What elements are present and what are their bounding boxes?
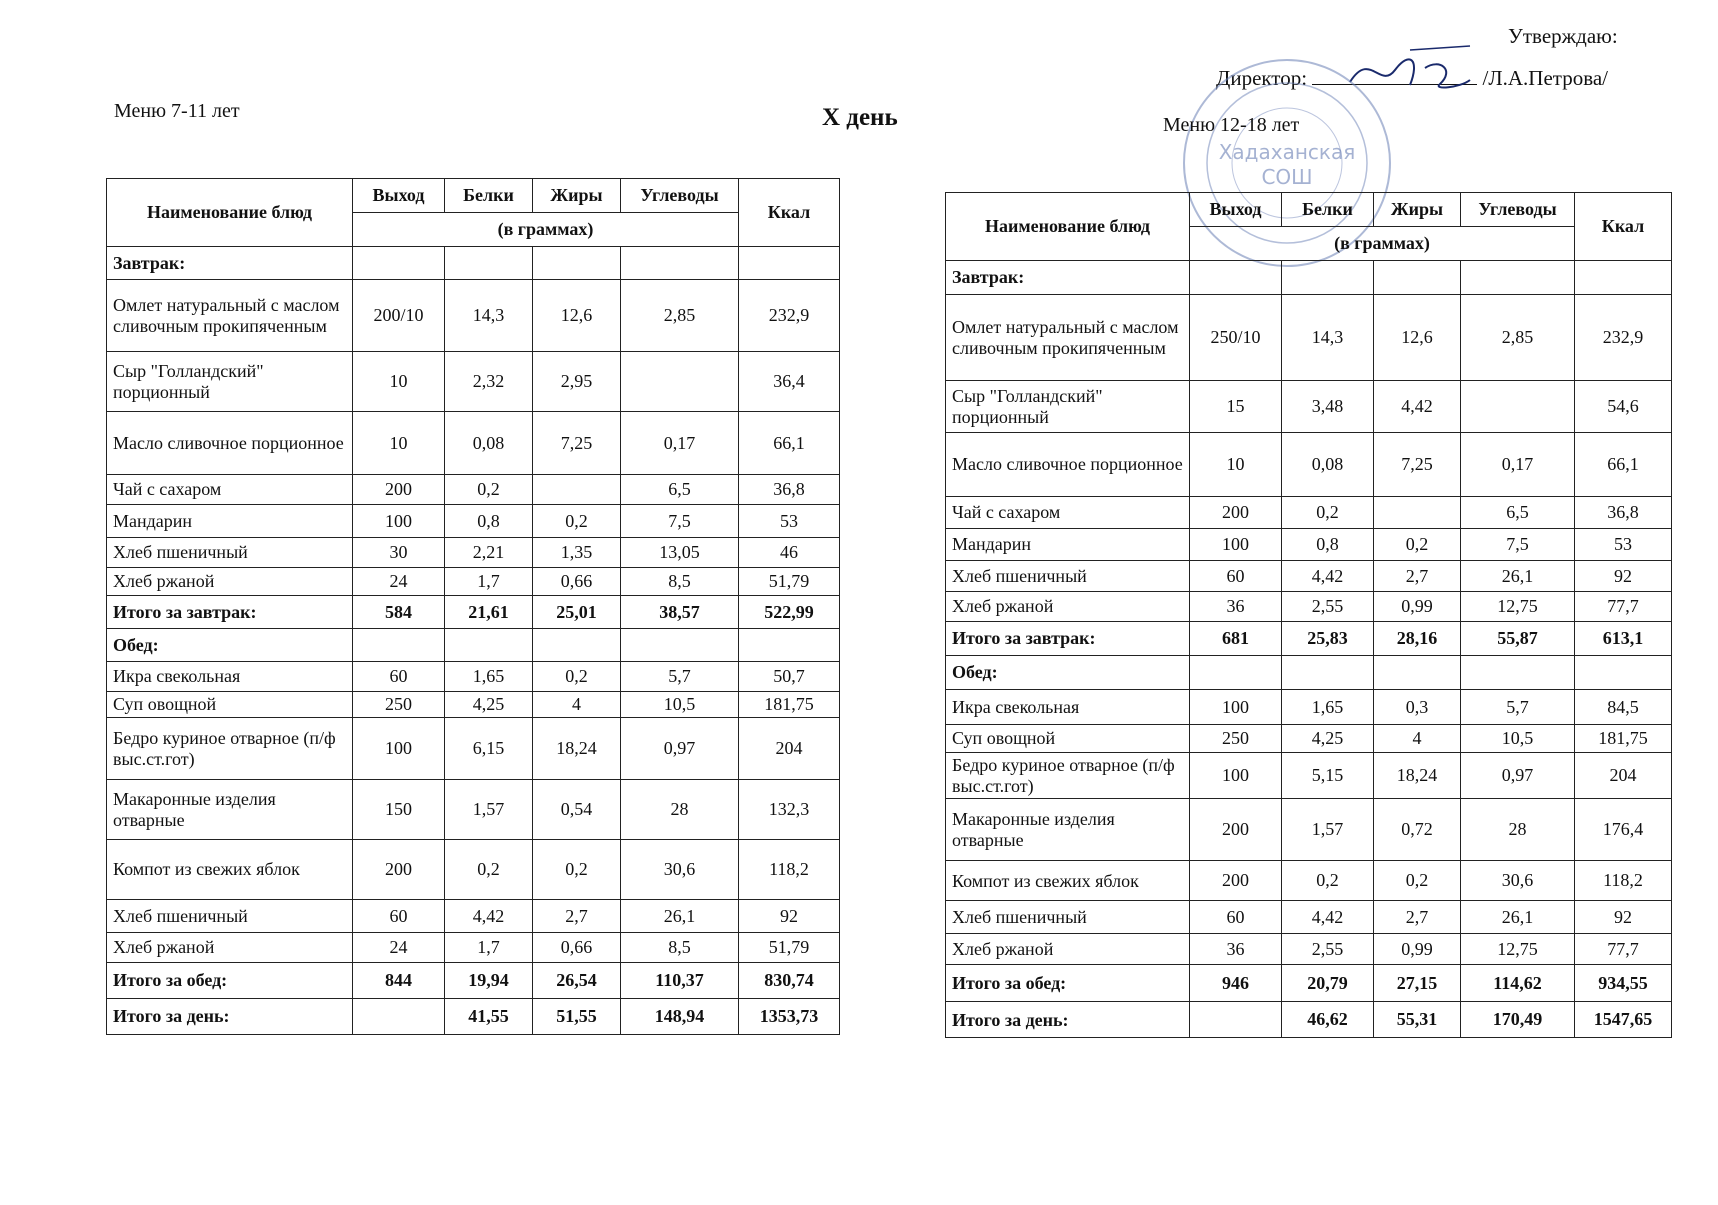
proteins-value: 2,21 bbox=[445, 538, 533, 568]
empty-cell bbox=[1374, 656, 1461, 690]
total-row bbox=[107, 999, 840, 1035]
column-header-name: Наименование блюд bbox=[946, 193, 1190, 261]
dish-row bbox=[946, 561, 1672, 592]
output-value: 30 bbox=[353, 538, 445, 568]
output-value: 36 bbox=[1190, 934, 1282, 965]
dish-row bbox=[946, 861, 1672, 901]
kcal-value: 36,8 bbox=[1575, 497, 1672, 529]
dish-row bbox=[946, 725, 1672, 753]
dish-row bbox=[107, 568, 840, 596]
kcal-value: 613,1 bbox=[1575, 622, 1672, 656]
svg-text:СОШ: СОШ bbox=[1261, 165, 1313, 189]
fats-value: 0,66 bbox=[533, 568, 621, 596]
fats-value: 0,2 bbox=[533, 662, 621, 692]
column-header-carbs: Углеводы bbox=[621, 179, 739, 213]
output-value: 24 bbox=[353, 568, 445, 596]
proteins-value: 4,25 bbox=[1282, 725, 1374, 753]
dish-name: Хлеб ржаной bbox=[946, 934, 1190, 965]
dish-name: Макаронные изделия отварные bbox=[946, 799, 1190, 861]
dish-row bbox=[107, 505, 840, 538]
column-header-name: Наименование блюд bbox=[107, 179, 353, 247]
kcal-value: 51,79 bbox=[739, 933, 840, 963]
dish-row bbox=[946, 497, 1672, 529]
fats-value: 0,2 bbox=[1374, 861, 1461, 901]
menu-left-label: Меню 7-11 лет bbox=[114, 100, 240, 122]
kcal-value: 132,3 bbox=[739, 780, 840, 840]
section-label: Завтрак: bbox=[107, 247, 353, 280]
kcal-value: 92 bbox=[1575, 561, 1672, 592]
carbs-value: 28 bbox=[621, 780, 739, 840]
fats-value: 2,7 bbox=[533, 900, 621, 933]
dish-name: Икра свекольная bbox=[946, 690, 1190, 725]
empty-cell bbox=[1575, 656, 1672, 690]
total-row bbox=[107, 963, 840, 999]
carbs-value: 5,7 bbox=[621, 662, 739, 692]
total-row bbox=[946, 622, 1672, 656]
fats-value: 4 bbox=[533, 692, 621, 718]
fats-value: 0,66 bbox=[533, 933, 621, 963]
output-value: 60 bbox=[1190, 901, 1282, 934]
proteins-value: 20,79 bbox=[1282, 965, 1374, 1002]
carbs-value: 2,85 bbox=[621, 280, 739, 352]
dish-name: Суп овощной bbox=[946, 725, 1190, 753]
carbs-value: 114,62 bbox=[1461, 965, 1575, 1002]
fats-value: 25,01 bbox=[533, 596, 621, 629]
dish-row bbox=[946, 799, 1672, 861]
fats-value: 2,7 bbox=[1374, 901, 1461, 934]
proteins-value: 2,55 bbox=[1282, 934, 1374, 965]
carbs-value bbox=[1461, 381, 1575, 433]
kcal-value: 522,99 bbox=[739, 596, 840, 629]
empty-cell bbox=[621, 629, 739, 662]
dish-row bbox=[107, 933, 840, 963]
kcal-value: 181,75 bbox=[739, 692, 840, 718]
total-label: Итого за завтрак: bbox=[946, 622, 1190, 656]
dish-name: Суп овощной bbox=[107, 692, 353, 718]
kcal-value: 118,2 bbox=[739, 840, 840, 900]
dish-row bbox=[946, 901, 1672, 934]
fats-value: 2,7 bbox=[1374, 561, 1461, 592]
dish-row bbox=[946, 529, 1672, 561]
fats-value: 0,54 bbox=[533, 780, 621, 840]
carbs-value: 8,5 bbox=[621, 568, 739, 596]
fats-value: 0,3 bbox=[1374, 690, 1461, 725]
total-label: Итого за день: bbox=[107, 999, 353, 1035]
total-row bbox=[107, 596, 840, 629]
column-header-carbs: Углеводы bbox=[1461, 193, 1575, 227]
total-row bbox=[946, 1002, 1672, 1038]
empty-cell bbox=[621, 247, 739, 280]
output-value: 584 bbox=[353, 596, 445, 629]
dish-row bbox=[946, 295, 1672, 381]
column-header-unit: (в граммах) bbox=[353, 213, 739, 247]
fats-value: 7,25 bbox=[1374, 433, 1461, 497]
carbs-value: 0,17 bbox=[1461, 433, 1575, 497]
empty-cell bbox=[1461, 656, 1575, 690]
kcal-value: 1353,73 bbox=[739, 999, 840, 1035]
output-value: 15 bbox=[1190, 381, 1282, 433]
proteins-value: 0,8 bbox=[1282, 529, 1374, 561]
output-value: 844 bbox=[353, 963, 445, 999]
empty-cell bbox=[353, 247, 445, 280]
dish-row bbox=[107, 840, 840, 900]
kcal-value: 36,8 bbox=[739, 475, 840, 505]
section-label: Обед: bbox=[107, 629, 353, 662]
output-value: 150 bbox=[353, 780, 445, 840]
proteins-value: 0,2 bbox=[445, 475, 533, 505]
proteins-value: 1,7 bbox=[445, 933, 533, 963]
dish-name: Сыр "Голландский" порционный bbox=[946, 381, 1190, 433]
kcal-value: 54,6 bbox=[1575, 381, 1672, 433]
fats-value: 51,55 bbox=[533, 999, 621, 1035]
proteins-value: 14,3 bbox=[1282, 295, 1374, 381]
fats-value bbox=[1374, 497, 1461, 529]
dish-row bbox=[946, 381, 1672, 433]
kcal-value: 232,9 bbox=[1575, 295, 1672, 381]
output-value: 10 bbox=[353, 412, 445, 475]
empty-cell bbox=[445, 247, 533, 280]
output-value: 100 bbox=[353, 505, 445, 538]
dish-name: Икра свекольная bbox=[107, 662, 353, 692]
column-header-output: Выход bbox=[1190, 193, 1282, 227]
proteins-value: 0,2 bbox=[1282, 497, 1374, 529]
output-value bbox=[353, 999, 445, 1035]
proteins-value: 14,3 bbox=[445, 280, 533, 352]
kcal-value: 84,5 bbox=[1575, 690, 1672, 725]
carbs-value bbox=[621, 352, 739, 412]
carbs-value: 148,94 bbox=[621, 999, 739, 1035]
kcal-value: 232,9 bbox=[739, 280, 840, 352]
output-value: 10 bbox=[1190, 433, 1282, 497]
dish-name: Омлет натуральный с маслом сливочным прокипяченным bbox=[107, 280, 353, 352]
carbs-value: 110,37 bbox=[621, 963, 739, 999]
kcal-value: 830,74 bbox=[739, 963, 840, 999]
column-header-proteins: Белки bbox=[445, 179, 533, 213]
fats-value: 27,15 bbox=[1374, 965, 1461, 1002]
output-value: 60 bbox=[353, 662, 445, 692]
output-value: 250 bbox=[1190, 725, 1282, 753]
fats-value: 7,25 bbox=[533, 412, 621, 475]
header-row bbox=[107, 179, 840, 213]
kcal-value: 176,4 bbox=[1575, 799, 1672, 861]
carbs-value: 8,5 bbox=[621, 933, 739, 963]
kcal-value: 934,55 bbox=[1575, 965, 1672, 1002]
total-label: Итого за обед: bbox=[946, 965, 1190, 1002]
empty-cell bbox=[533, 629, 621, 662]
fats-value: 4 bbox=[1374, 725, 1461, 753]
carbs-value: 12,75 bbox=[1461, 934, 1575, 965]
dish-row bbox=[107, 412, 840, 475]
dish-row bbox=[107, 538, 840, 568]
fats-value: 55,31 bbox=[1374, 1002, 1461, 1038]
dish-row bbox=[107, 662, 840, 692]
proteins-value: 0,08 bbox=[1282, 433, 1374, 497]
fats-value: 26,54 bbox=[533, 963, 621, 999]
section-lunch bbox=[946, 656, 1672, 690]
empty-cell bbox=[353, 629, 445, 662]
day-title: X день bbox=[822, 104, 898, 131]
dish-row bbox=[107, 352, 840, 412]
proteins-value: 4,25 bbox=[445, 692, 533, 718]
fats-value: 0,72 bbox=[1374, 799, 1461, 861]
fats-value: 4,42 bbox=[1374, 381, 1461, 433]
kcal-value: 77,7 bbox=[1575, 934, 1672, 965]
carbs-value: 170,49 bbox=[1461, 1002, 1575, 1038]
carbs-value: 6,5 bbox=[1461, 497, 1575, 529]
column-header-unit: (в граммах) bbox=[1190, 227, 1575, 261]
output-value: 100 bbox=[353, 718, 445, 780]
dish-row bbox=[946, 690, 1672, 725]
dish-row bbox=[107, 718, 840, 780]
carbs-value: 7,5 bbox=[621, 505, 739, 538]
section-label: Обед: bbox=[946, 656, 1190, 690]
proteins-value: 41,55 bbox=[445, 999, 533, 1035]
dish-row bbox=[107, 475, 840, 505]
kcal-value: 51,79 bbox=[739, 568, 840, 596]
carbs-value: 10,5 bbox=[621, 692, 739, 718]
proteins-value: 2,32 bbox=[445, 352, 533, 412]
carbs-value: 38,57 bbox=[621, 596, 739, 629]
dish-name: Чай с сахаром bbox=[946, 497, 1190, 529]
dish-name: Мандарин bbox=[946, 529, 1190, 561]
kcal-value: 66,1 bbox=[739, 412, 840, 475]
output-value: 200 bbox=[353, 840, 445, 900]
output-value: 200 bbox=[353, 475, 445, 505]
kcal-value: 1547,65 bbox=[1575, 1002, 1672, 1038]
dish-name: Хлеб пшеничный bbox=[107, 538, 353, 568]
proteins-value: 1,65 bbox=[1282, 690, 1374, 725]
dish-name: Омлет натуральный с маслом сливочным прокипяченным bbox=[946, 295, 1190, 381]
kcal-value: 50,7 bbox=[739, 662, 840, 692]
carbs-value: 26,1 bbox=[621, 900, 739, 933]
column-header-fats: Жиры bbox=[533, 179, 621, 213]
output-value: 681 bbox=[1190, 622, 1282, 656]
fats-value: 12,6 bbox=[533, 280, 621, 352]
output-value: 100 bbox=[1190, 690, 1282, 725]
dish-row bbox=[946, 433, 1672, 497]
dish-name: Бедро куриное отварное (п/ф выс.ст.гот) bbox=[946, 753, 1190, 799]
proteins-value: 3,48 bbox=[1282, 381, 1374, 433]
total-row bbox=[946, 965, 1672, 1002]
column-header-kcal: Ккал bbox=[739, 179, 840, 247]
carbs-value: 26,1 bbox=[1461, 561, 1575, 592]
proteins-value: 0,8 bbox=[445, 505, 533, 538]
kcal-value: 53 bbox=[739, 505, 840, 538]
proteins-value: 0,2 bbox=[1282, 861, 1374, 901]
dish-name: Компот из свежих яблок bbox=[946, 861, 1190, 901]
total-label: Итого за день: bbox=[946, 1002, 1190, 1038]
empty-cell bbox=[1575, 261, 1672, 295]
dish-row bbox=[946, 753, 1672, 799]
svg-text:Хадаханская: Хадаханская bbox=[1218, 140, 1356, 164]
proteins-value: 4,42 bbox=[445, 900, 533, 933]
carbs-value: 0,97 bbox=[1461, 753, 1575, 799]
fats-value: 0,2 bbox=[533, 840, 621, 900]
menu-table-7-11 bbox=[106, 178, 840, 1035]
dish-name: Хлеб ржаной bbox=[107, 568, 353, 596]
fats-value: 1,35 bbox=[533, 538, 621, 568]
fats-value bbox=[533, 475, 621, 505]
fats-value: 18,24 bbox=[533, 718, 621, 780]
fats-value: 18,24 bbox=[1374, 753, 1461, 799]
dish-name: Масло сливочное порционное bbox=[946, 433, 1190, 497]
fats-value: 12,6 bbox=[1374, 295, 1461, 381]
dish-name: Бедро куриное отварное (п/ф выс.ст.гот) bbox=[107, 718, 353, 780]
carbs-value: 30,6 bbox=[621, 840, 739, 900]
kcal-value: 66,1 bbox=[1575, 433, 1672, 497]
kcal-value: 77,7 bbox=[1575, 592, 1672, 622]
kcal-value: 204 bbox=[1575, 753, 1672, 799]
carbs-value: 6,5 bbox=[621, 475, 739, 505]
proteins-value: 6,15 bbox=[445, 718, 533, 780]
carbs-value: 5,7 bbox=[1461, 690, 1575, 725]
carbs-value: 26,1 bbox=[1461, 901, 1575, 934]
output-value: 100 bbox=[1190, 753, 1282, 799]
proteins-value: 19,94 bbox=[445, 963, 533, 999]
column-header-fats: Жиры bbox=[1374, 193, 1461, 227]
output-value: 200 bbox=[1190, 799, 1282, 861]
proteins-value: 25,83 bbox=[1282, 622, 1374, 656]
dish-name: Компот из свежих яблок bbox=[107, 840, 353, 900]
kcal-value: 36,4 bbox=[739, 352, 840, 412]
dish-name: Чай с сахаром bbox=[107, 475, 353, 505]
column-header-kcal: Ккал bbox=[1575, 193, 1672, 261]
header-row bbox=[946, 193, 1672, 227]
kcal-value: 181,75 bbox=[1575, 725, 1672, 753]
kcal-value: 204 bbox=[739, 718, 840, 780]
proteins-value: 46,62 bbox=[1282, 1002, 1374, 1038]
output-value: 24 bbox=[353, 933, 445, 963]
carbs-value: 0,17 bbox=[621, 412, 739, 475]
carbs-value: 0,97 bbox=[621, 718, 739, 780]
proteins-value: 5,15 bbox=[1282, 753, 1374, 799]
output-value: 10 bbox=[353, 352, 445, 412]
output-value: 200 bbox=[1190, 497, 1282, 529]
director-name: /Л.А.Петрова/ bbox=[1482, 66, 1609, 90]
carbs-value: 12,75 bbox=[1461, 592, 1575, 622]
proteins-value: 0,2 bbox=[445, 840, 533, 900]
empty-cell bbox=[533, 247, 621, 280]
dish-row bbox=[107, 692, 840, 718]
fats-value: 28,16 bbox=[1374, 622, 1461, 656]
fats-value: 0,2 bbox=[533, 505, 621, 538]
kcal-value: 118,2 bbox=[1575, 861, 1672, 901]
total-label: Итого за обед: bbox=[107, 963, 353, 999]
output-value: 946 bbox=[1190, 965, 1282, 1002]
carbs-value: 7,5 bbox=[1461, 529, 1575, 561]
proteins-value: 1,65 bbox=[445, 662, 533, 692]
empty-cell bbox=[1461, 261, 1575, 295]
fats-value: 0,2 bbox=[1374, 529, 1461, 561]
output-value: 200 bbox=[1190, 861, 1282, 901]
carbs-value: 2,85 bbox=[1461, 295, 1575, 381]
dish-row bbox=[946, 934, 1672, 965]
kcal-value: 92 bbox=[1575, 901, 1672, 934]
dish-row bbox=[946, 592, 1672, 622]
dish-name: Мандарин bbox=[107, 505, 353, 538]
kcal-value: 92 bbox=[739, 900, 840, 933]
dish-name: Хлеб пшеничный bbox=[107, 900, 353, 933]
output-value: 250/10 bbox=[1190, 295, 1282, 381]
empty-cell bbox=[739, 629, 840, 662]
empty-cell bbox=[1190, 656, 1282, 690]
proteins-value: 1,7 bbox=[445, 568, 533, 596]
output-value: 60 bbox=[353, 900, 445, 933]
empty-cell bbox=[739, 247, 840, 280]
menu-right-label: Меню 12-18 лет bbox=[1163, 114, 1300, 136]
column-header-proteins: Белки bbox=[1282, 193, 1374, 227]
output-value: 200/10 bbox=[353, 280, 445, 352]
column-header-output: Выход bbox=[353, 179, 445, 213]
proteins-value: 1,57 bbox=[1282, 799, 1374, 861]
section-label: Завтрак: bbox=[946, 261, 1190, 295]
carbs-value: 30,6 bbox=[1461, 861, 1575, 901]
section-breakfast bbox=[107, 247, 840, 280]
output-value: 36 bbox=[1190, 592, 1282, 622]
kcal-value: 53 bbox=[1575, 529, 1672, 561]
fats-value: 0,99 bbox=[1374, 934, 1461, 965]
carbs-value: 10,5 bbox=[1461, 725, 1575, 753]
fats-value: 2,95 bbox=[533, 352, 621, 412]
carbs-value: 28 bbox=[1461, 799, 1575, 861]
dish-name: Хлеб ржаной bbox=[946, 592, 1190, 622]
dish-row bbox=[107, 280, 840, 352]
dish-name: Хлеб пшеничный bbox=[946, 901, 1190, 934]
output-value: 100 bbox=[1190, 529, 1282, 561]
dish-name: Масло сливочное порционное bbox=[107, 412, 353, 475]
proteins-value: 4,42 bbox=[1282, 561, 1374, 592]
dish-name: Сыр "Голландский" порционный bbox=[107, 352, 353, 412]
output-value bbox=[1190, 1002, 1282, 1038]
proteins-value: 0,08 bbox=[445, 412, 533, 475]
empty-cell bbox=[445, 629, 533, 662]
carbs-value: 13,05 bbox=[621, 538, 739, 568]
director-label: Директор: bbox=[1216, 66, 1308, 90]
empty-cell bbox=[1282, 261, 1374, 295]
dish-name: Хлеб пшеничный bbox=[946, 561, 1190, 592]
output-value: 250 bbox=[353, 692, 445, 718]
approve-label: Утверждаю: bbox=[1508, 24, 1618, 48]
kcal-value: 46 bbox=[739, 538, 840, 568]
dish-name: Хлеб ржаной bbox=[107, 933, 353, 963]
proteins-value: 1,57 bbox=[445, 780, 533, 840]
empty-cell bbox=[1374, 261, 1461, 295]
dish-row bbox=[107, 780, 840, 840]
menu-table-12-18 bbox=[945, 192, 1672, 1038]
menu-table-body bbox=[107, 179, 840, 1035]
empty-cell bbox=[1190, 261, 1282, 295]
section-breakfast bbox=[946, 261, 1672, 295]
fats-value: 0,99 bbox=[1374, 592, 1461, 622]
proteins-value: 4,42 bbox=[1282, 901, 1374, 934]
output-value: 60 bbox=[1190, 561, 1282, 592]
dish-row bbox=[107, 900, 840, 933]
proteins-value: 21,61 bbox=[445, 596, 533, 629]
dish-name: Макаронные изделия отварные bbox=[107, 780, 353, 840]
total-label: Итого за завтрак: bbox=[107, 596, 353, 629]
empty-cell bbox=[1282, 656, 1374, 690]
section-lunch bbox=[107, 629, 840, 662]
menu-table-body bbox=[946, 193, 1672, 1038]
carbs-value: 55,87 bbox=[1461, 622, 1575, 656]
proteins-value: 2,55 bbox=[1282, 592, 1374, 622]
